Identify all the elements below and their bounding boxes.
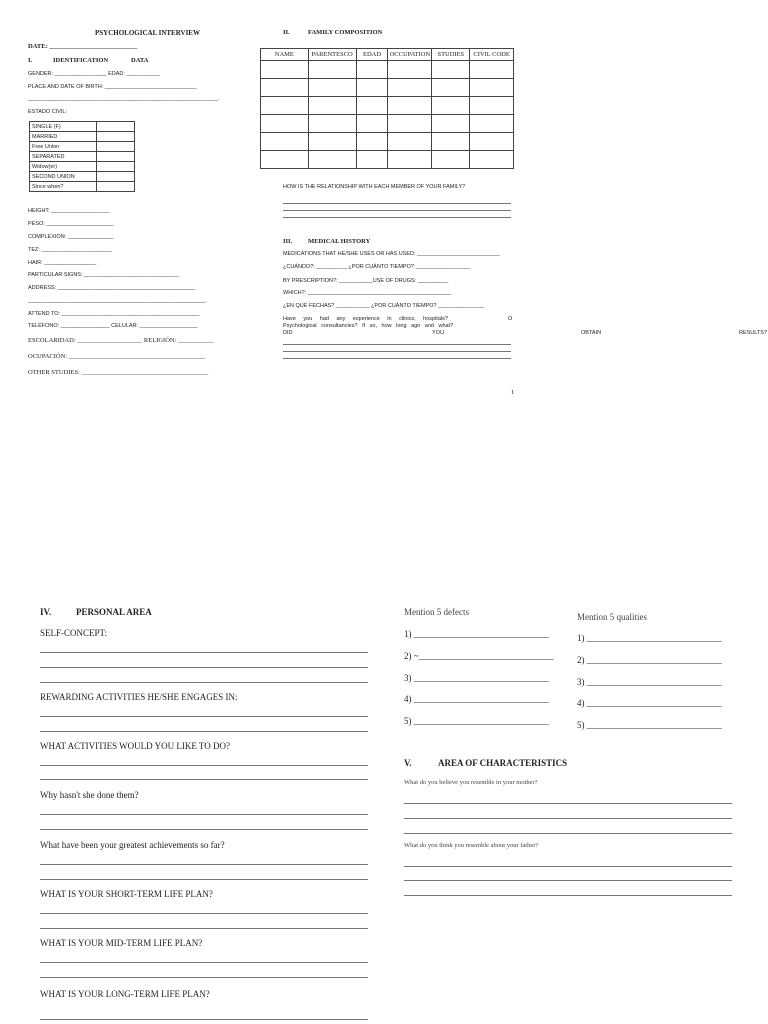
family-table-header-cell: PARENTESCO xyxy=(308,49,356,61)
family-relationship-question: HOW IS THE RELATIONSHIP WITH EACH MEMBER OF YOUR FAMILY? xyxy=(283,184,466,190)
family-table-header-cell: STUDIES xyxy=(432,49,470,61)
marital-status-value-cell[interactable] xyxy=(97,162,135,172)
family-section-number: II. xyxy=(283,29,290,36)
marital-status-label: MARRIED xyxy=(30,132,97,142)
marital-status-row xyxy=(30,132,135,142)
answer-line[interactable] xyxy=(404,895,732,896)
phone-field[interactable]: TELÉFONO: ________________ CELULAR: ___________________ xyxy=(28,323,198,329)
question-word-did: DID xyxy=(283,330,293,336)
family-table-cell[interactable] xyxy=(470,79,514,97)
family-section-heading: FAMILY COMPOSITION xyxy=(308,29,383,36)
answer-line[interactable] xyxy=(283,210,511,211)
answer-line[interactable] xyxy=(40,779,368,780)
marital-status-value-cell[interactable] xyxy=(97,172,135,182)
family-table-header-cell: NAME xyxy=(261,49,309,61)
answer-line[interactable] xyxy=(404,880,732,881)
family-table-row xyxy=(261,79,514,97)
defect-field-1[interactable]: 1) ______________________________ xyxy=(404,629,549,639)
defect-field-4[interactable]: 4) ______________________________ xyxy=(404,694,549,704)
family-table-cell[interactable] xyxy=(261,97,309,115)
quality-field-3[interactable]: 3) ______________________________ xyxy=(577,677,722,687)
answer-line[interactable] xyxy=(40,652,368,653)
quality-field-2[interactable]: 2) ______________________________ xyxy=(577,655,722,665)
family-table-cell[interactable] xyxy=(470,61,514,79)
question-word-obtain: OBTAIN xyxy=(581,330,602,336)
characteristics-section-number: V. xyxy=(404,758,412,768)
particular-signs-field[interactable]: PARTICULAR SIGNS: _______________________________ xyxy=(28,272,179,278)
marital-status-label: SINGLE (F) xyxy=(30,122,97,132)
schooling-religion-field[interactable]: ESCOLARIDAD: ____________________ RELIGIÓN: ___________ xyxy=(28,337,214,344)
family-table-cell[interactable] xyxy=(388,79,432,97)
birth-continuation[interactable]: ______________________________________________________________. xyxy=(28,96,220,102)
family-table-cell[interactable] xyxy=(388,61,432,79)
family-table-cell[interactable] xyxy=(388,151,432,169)
answer-line[interactable] xyxy=(283,358,511,359)
answer-line[interactable] xyxy=(404,803,732,804)
prescription-drugs-field[interactable]: BY PRESCRIPTION?: ___________USE OF DRUGS: __________ xyxy=(283,278,449,284)
identification-number: I. xyxy=(28,57,33,64)
quality-field-5[interactable]: 5) ______________________________ xyxy=(577,720,722,730)
weight-field[interactable]: PESO: ______________________ xyxy=(28,221,114,227)
answer-line[interactable] xyxy=(404,818,732,819)
answer-line[interactable] xyxy=(40,731,368,732)
answer-line[interactable] xyxy=(40,716,368,717)
answer-line[interactable] xyxy=(404,866,732,867)
family-table-row xyxy=(261,115,514,133)
answer-line[interactable] xyxy=(283,203,511,204)
marital-status-label: ESTADO CIVIL: xyxy=(28,109,68,115)
family-table-row xyxy=(261,151,514,169)
family-table-cell[interactable] xyxy=(261,79,309,97)
family-table-cell[interactable] xyxy=(432,79,470,97)
answer-line[interactable] xyxy=(40,814,368,815)
family-table-cell[interactable] xyxy=(470,97,514,115)
dates-duration-field[interactable]: ¿EN QUÉ FECHAS? ___________ ¿POR CUÁNTO TIEMPO? _______________ xyxy=(283,303,484,309)
answer-line[interactable] xyxy=(40,864,368,865)
family-table-cell[interactable] xyxy=(470,115,514,133)
family-table-row xyxy=(261,61,514,79)
family-table-cell[interactable] xyxy=(388,133,432,151)
family-table-cell[interactable] xyxy=(470,133,514,151)
marital-status-label: Widow(er) xyxy=(30,162,97,172)
marital-status-row xyxy=(30,162,135,172)
family-table xyxy=(260,48,514,169)
answer-line[interactable] xyxy=(40,962,368,963)
answer-line[interactable] xyxy=(40,682,368,683)
marital-status-value-cell[interactable] xyxy=(97,142,135,152)
address-continuation[interactable]: __________________________________________________________. xyxy=(28,298,207,304)
quality-field-4[interactable]: 4) ______________________________ xyxy=(577,698,722,708)
experience-question: Have you had any experience in clinics, hospitals? xyxy=(283,316,448,322)
date-field[interactable]: DATE: ___________________________ xyxy=(28,43,138,50)
personal-section-number: IV. xyxy=(40,607,52,617)
family-table-cell[interactable] xyxy=(470,151,514,169)
marital-status-value-cell[interactable] xyxy=(97,182,135,192)
marital-status-row xyxy=(30,152,135,162)
desired-activities-label: WHAT ACTIVITIES WOULD YOU LIKE TO DO? xyxy=(40,741,230,751)
rewarding-activities-label: REWARDING ACTIVITIES HE/SHE ENGAGES IN: xyxy=(40,692,238,702)
family-table-cell[interactable] xyxy=(261,133,309,151)
why-not-done-label: Why hasn't she done them? xyxy=(40,790,139,800)
family-table-cell[interactable] xyxy=(356,115,388,133)
complexion-field[interactable]: COMPLEXION: _______________ xyxy=(28,234,114,240)
family-table-cell[interactable] xyxy=(356,133,388,151)
family-table-cell[interactable] xyxy=(261,61,309,79)
answer-line[interactable] xyxy=(40,765,368,766)
family-table-cell[interactable] xyxy=(308,151,356,169)
medications-field[interactable]: MEDICATIONS THAT HE/SHE USES OR HAS USED: ___________________________ xyxy=(283,251,500,257)
attend-field[interactable]: ATTEND TO: _____________________________________________ xyxy=(28,311,200,317)
defects-heading: Mention 5 defects xyxy=(404,607,469,617)
marital-status-row xyxy=(30,122,135,132)
other-studies-field[interactable]: OTHER STUDIES: _______________________________________ xyxy=(28,369,209,376)
family-table-cell[interactable] xyxy=(308,79,356,97)
family-table-cell[interactable] xyxy=(261,115,309,133)
gender-age-field[interactable]: GENDER: _________________ EDAD: ___________ xyxy=(28,71,161,77)
marital-status-value-cell[interactable] xyxy=(97,122,135,132)
family-table-header-cell: EDAD xyxy=(356,49,388,61)
marital-status-value-cell[interactable] xyxy=(97,152,135,162)
family-table-header-cell: CIVIL CODE xyxy=(470,49,514,61)
answer-line[interactable] xyxy=(40,928,368,929)
family-table-cell[interactable] xyxy=(356,97,388,115)
height-field[interactable]: HEIGHT: ___________________ xyxy=(28,208,110,214)
family-table-row xyxy=(261,97,514,115)
question-word-you: YOU xyxy=(432,330,444,336)
self-concept-label: SELF-CONCEPT: xyxy=(40,628,108,638)
occupation-field[interactable]: OCUPACIÓN: __________________________________________ xyxy=(28,353,206,360)
answer-line[interactable] xyxy=(404,833,732,834)
skin-tone-field[interactable]: TEZ: _______________________ xyxy=(28,247,112,253)
defect-field-3[interactable]: 3) ______________________________ xyxy=(404,673,549,683)
mid-term-plan-label: WHAT IS YOUR MID-TERM LIFE PLAN? xyxy=(40,938,203,948)
question-word-results: RESULTS? xyxy=(739,330,768,336)
data-heading: DATA xyxy=(131,57,149,64)
personal-section-heading: PERSONAL AREA xyxy=(76,607,152,617)
family-table-cell[interactable] xyxy=(308,61,356,79)
family-table-cell[interactable] xyxy=(432,61,470,79)
family-table-cell[interactable] xyxy=(261,151,309,169)
qualities-heading: Mention 5 qualities xyxy=(577,612,647,622)
family-table-cell[interactable] xyxy=(432,115,470,133)
marital-status-row xyxy=(30,172,135,182)
medical-section-heading: MEDICAL HISTORY xyxy=(308,238,371,245)
marital-status-label: SECOND UNION xyxy=(30,172,97,182)
family-table-cell[interactable] xyxy=(356,151,388,169)
experience-question-or: O xyxy=(508,316,513,322)
marital-status-table xyxy=(29,121,135,192)
defect-field-2[interactable]: 2) ~______________________________ xyxy=(404,651,554,661)
marital-status-value-cell[interactable] xyxy=(97,132,135,142)
family-table-header-cell: OCCUPATION xyxy=(388,49,432,61)
characteristics-section-heading: AREA OF CHARACTERISTICS xyxy=(438,758,568,768)
marital-status-row xyxy=(30,182,135,192)
address-field[interactable]: ADDRESS: _____________________________________________ xyxy=(28,285,196,291)
family-table-cell[interactable] xyxy=(308,133,356,151)
answer-line[interactable] xyxy=(40,977,368,978)
family-table-cell[interactable] xyxy=(308,97,356,115)
answer-line[interactable] xyxy=(40,1019,368,1020)
family-table-cell[interactable] xyxy=(432,133,470,151)
marital-status-row xyxy=(30,142,135,152)
when-duration-field[interactable]: ¿CUÁNDO?: __________ ¿POR CUÁNTO TIEMPO? __________________ xyxy=(283,264,471,270)
achievements-label: What have been your greatest achievements so far? xyxy=(40,840,225,850)
identification-heading: IDENTIFICATION xyxy=(53,57,109,64)
short-term-plan-label: WHAT IS YOUR SHORT-TERM LIFE PLAN? xyxy=(40,889,213,899)
father-resemblance-question: What do you think you resemble about your father? xyxy=(404,842,539,849)
quality-field-1[interactable]: 1) ______________________________ xyxy=(577,633,722,643)
consultancy-question: Psychological consultancies? If so, how long ago and what? xyxy=(283,323,454,329)
answer-line[interactable] xyxy=(40,667,368,668)
family-table-row xyxy=(261,133,514,151)
which-field[interactable]: WHICH?: _______________________________________________ xyxy=(283,290,452,296)
birth-field[interactable]: PLACE AND DATE OF BIRTH: ______________________________ xyxy=(28,84,197,90)
family-table-cell[interactable] xyxy=(432,97,470,115)
answer-line[interactable] xyxy=(40,879,368,880)
answer-line[interactable] xyxy=(283,217,511,218)
medical-section-number: III. xyxy=(283,238,293,245)
marital-status-label: Since when? xyxy=(30,182,97,192)
long-term-plan-label: WHAT IS YOUR LONG-TERM LIFE PLAN? xyxy=(40,989,210,999)
family-table-cell[interactable] xyxy=(388,97,432,115)
family-table-header-row xyxy=(261,49,514,61)
family-table-cell[interactable] xyxy=(388,115,432,133)
page-number: 1 xyxy=(511,389,515,396)
family-table-cell[interactable] xyxy=(432,151,470,169)
hair-field[interactable]: HAIR: _________________ xyxy=(28,260,97,266)
marital-status-label: Free Union xyxy=(30,142,97,152)
answer-line[interactable] xyxy=(283,344,511,345)
family-table-cell[interactable] xyxy=(356,79,388,97)
interview-title: PSYCHOLOGICAL INTERVIEW xyxy=(95,29,200,37)
defect-field-5[interactable]: 5) ______________________________ xyxy=(404,716,549,726)
family-table-cell[interactable] xyxy=(308,115,356,133)
answer-line[interactable] xyxy=(40,829,368,830)
family-table-cell[interactable] xyxy=(356,61,388,79)
mother-resemblance-question: What do you believe you resemble in your mother? xyxy=(404,779,538,786)
marital-status-label: SEPARATED xyxy=(30,152,97,162)
answer-line[interactable] xyxy=(40,913,368,914)
answer-line[interactable] xyxy=(283,351,511,352)
